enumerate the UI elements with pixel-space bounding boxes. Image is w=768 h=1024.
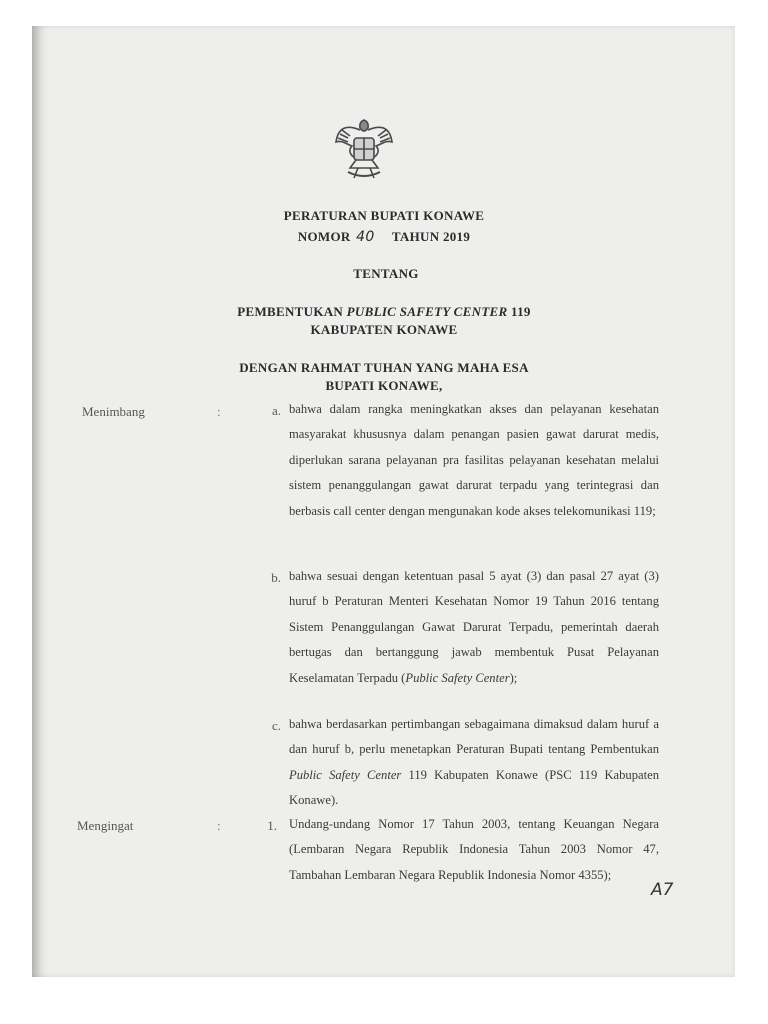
tahun-label: TAHUN 2019: [391, 229, 471, 244]
menimbang-item-b: [289, 564, 659, 691]
tentang-text: TENTANG: [353, 266, 419, 281]
mengingat-item-1-text: Undang-undang Nomor 17 Tahun 2003, tentang Keuangan Negara (Lembaran Negara Republik Indonesia Tahun 2003 Nomor 47, Tambahan Lembaran Negara Republik Indonesia Nomor 4355);: [289, 817, 659, 882]
menimbang-item-b-text: bahwa sesuai dengan ketentuan pasal 5 ayat (3) dan pasal 27 ayat (3) huruf b Peraturan Menteri Kesehatan Nomor 19 Tahun 2016 tentang Sistem Penanggulangan Gawat Darurat Terpadu, pemerintah daerah bertugas dan bertanggung jawab membentuk Pusat Pelayanan Keselamatan Terpadu (: [289, 569, 659, 685]
menimbang-item-b-end: );: [509, 670, 518, 685]
menimbang-colon: :: [217, 404, 221, 419]
regulation-title: [0, 208, 768, 224]
item-marker-1: 1.: [267, 818, 277, 833]
subject-line-2: [0, 322, 768, 338]
nomor-value: 40: [356, 229, 375, 245]
mengingat-colon: :: [217, 818, 221, 833]
subject-prefix: PEMBENTUKAN: [237, 304, 347, 319]
menimbang-item-c-end: 119 Kabupaten Konawe (PSC 119 Kabupaten Konawe).: [289, 767, 659, 808]
invocation-line-1-text: DENGAN RAHMAT TUHAN YANG MAHA ESA: [239, 360, 529, 375]
menimbang-item-a: [289, 397, 659, 524]
menimbang-label: Menimbang: [82, 404, 145, 419]
garuda-emblem-icon: [332, 114, 396, 186]
item-marker-c: c.: [271, 718, 281, 733]
invocation-line-1: [0, 360, 768, 376]
menimbang-item-c-italic: Public Safety Center: [289, 767, 402, 782]
item-marker-a: a.: [271, 403, 281, 418]
mengingat-label: Mengingat: [77, 818, 134, 833]
regulation-title-text: PERATURAN BUPATI KONAWE: [283, 208, 485, 223]
regulation-number: [0, 229, 768, 245]
subject-line-2-text: KABUPATEN KONAWE: [310, 322, 458, 337]
menimbang-item-c: [289, 712, 659, 814]
subject-italic: PUBLIC SAFETY CENTER: [346, 304, 508, 319]
menimbang-item-b-italic: Public Safety Center: [405, 670, 510, 685]
menimbang-item-c-text: bahwa berdasarkan pertimbangan sebagaimana dimaksud dalam huruf a dan huruf b, perlu menetapkan Peraturan Bupati tentang Pembentukan: [289, 717, 659, 757]
item-marker-b: b.: [271, 570, 281, 585]
tentang-heading: [2, 266, 768, 282]
nomor-label: NOMOR: [297, 229, 351, 244]
handwritten-initials: A7: [651, 880, 674, 900]
subject-suffix: 119: [507, 304, 531, 319]
mengingat-item-1: [289, 812, 659, 888]
subject-line-1: [0, 304, 768, 320]
invocation-line-2-text: BUPATI KONAWE,: [325, 378, 443, 393]
menimbang-item-a-text: bahwa dalam rangka meningkatkan akses dan pelayanan kesehatan masyarakat khususnya dalam penangan pasien gawat darurat medis, diperlukan sarana pelayanan pra fasilitas pelayanan kesehatan melalui sistem penanggulangan gawat darurat terpadu yang terintegrasi dan berbasis call center dengan mengunakan kode akses telekomunikasi 119;: [289, 402, 659, 518]
invocation-line-2: [0, 378, 768, 394]
